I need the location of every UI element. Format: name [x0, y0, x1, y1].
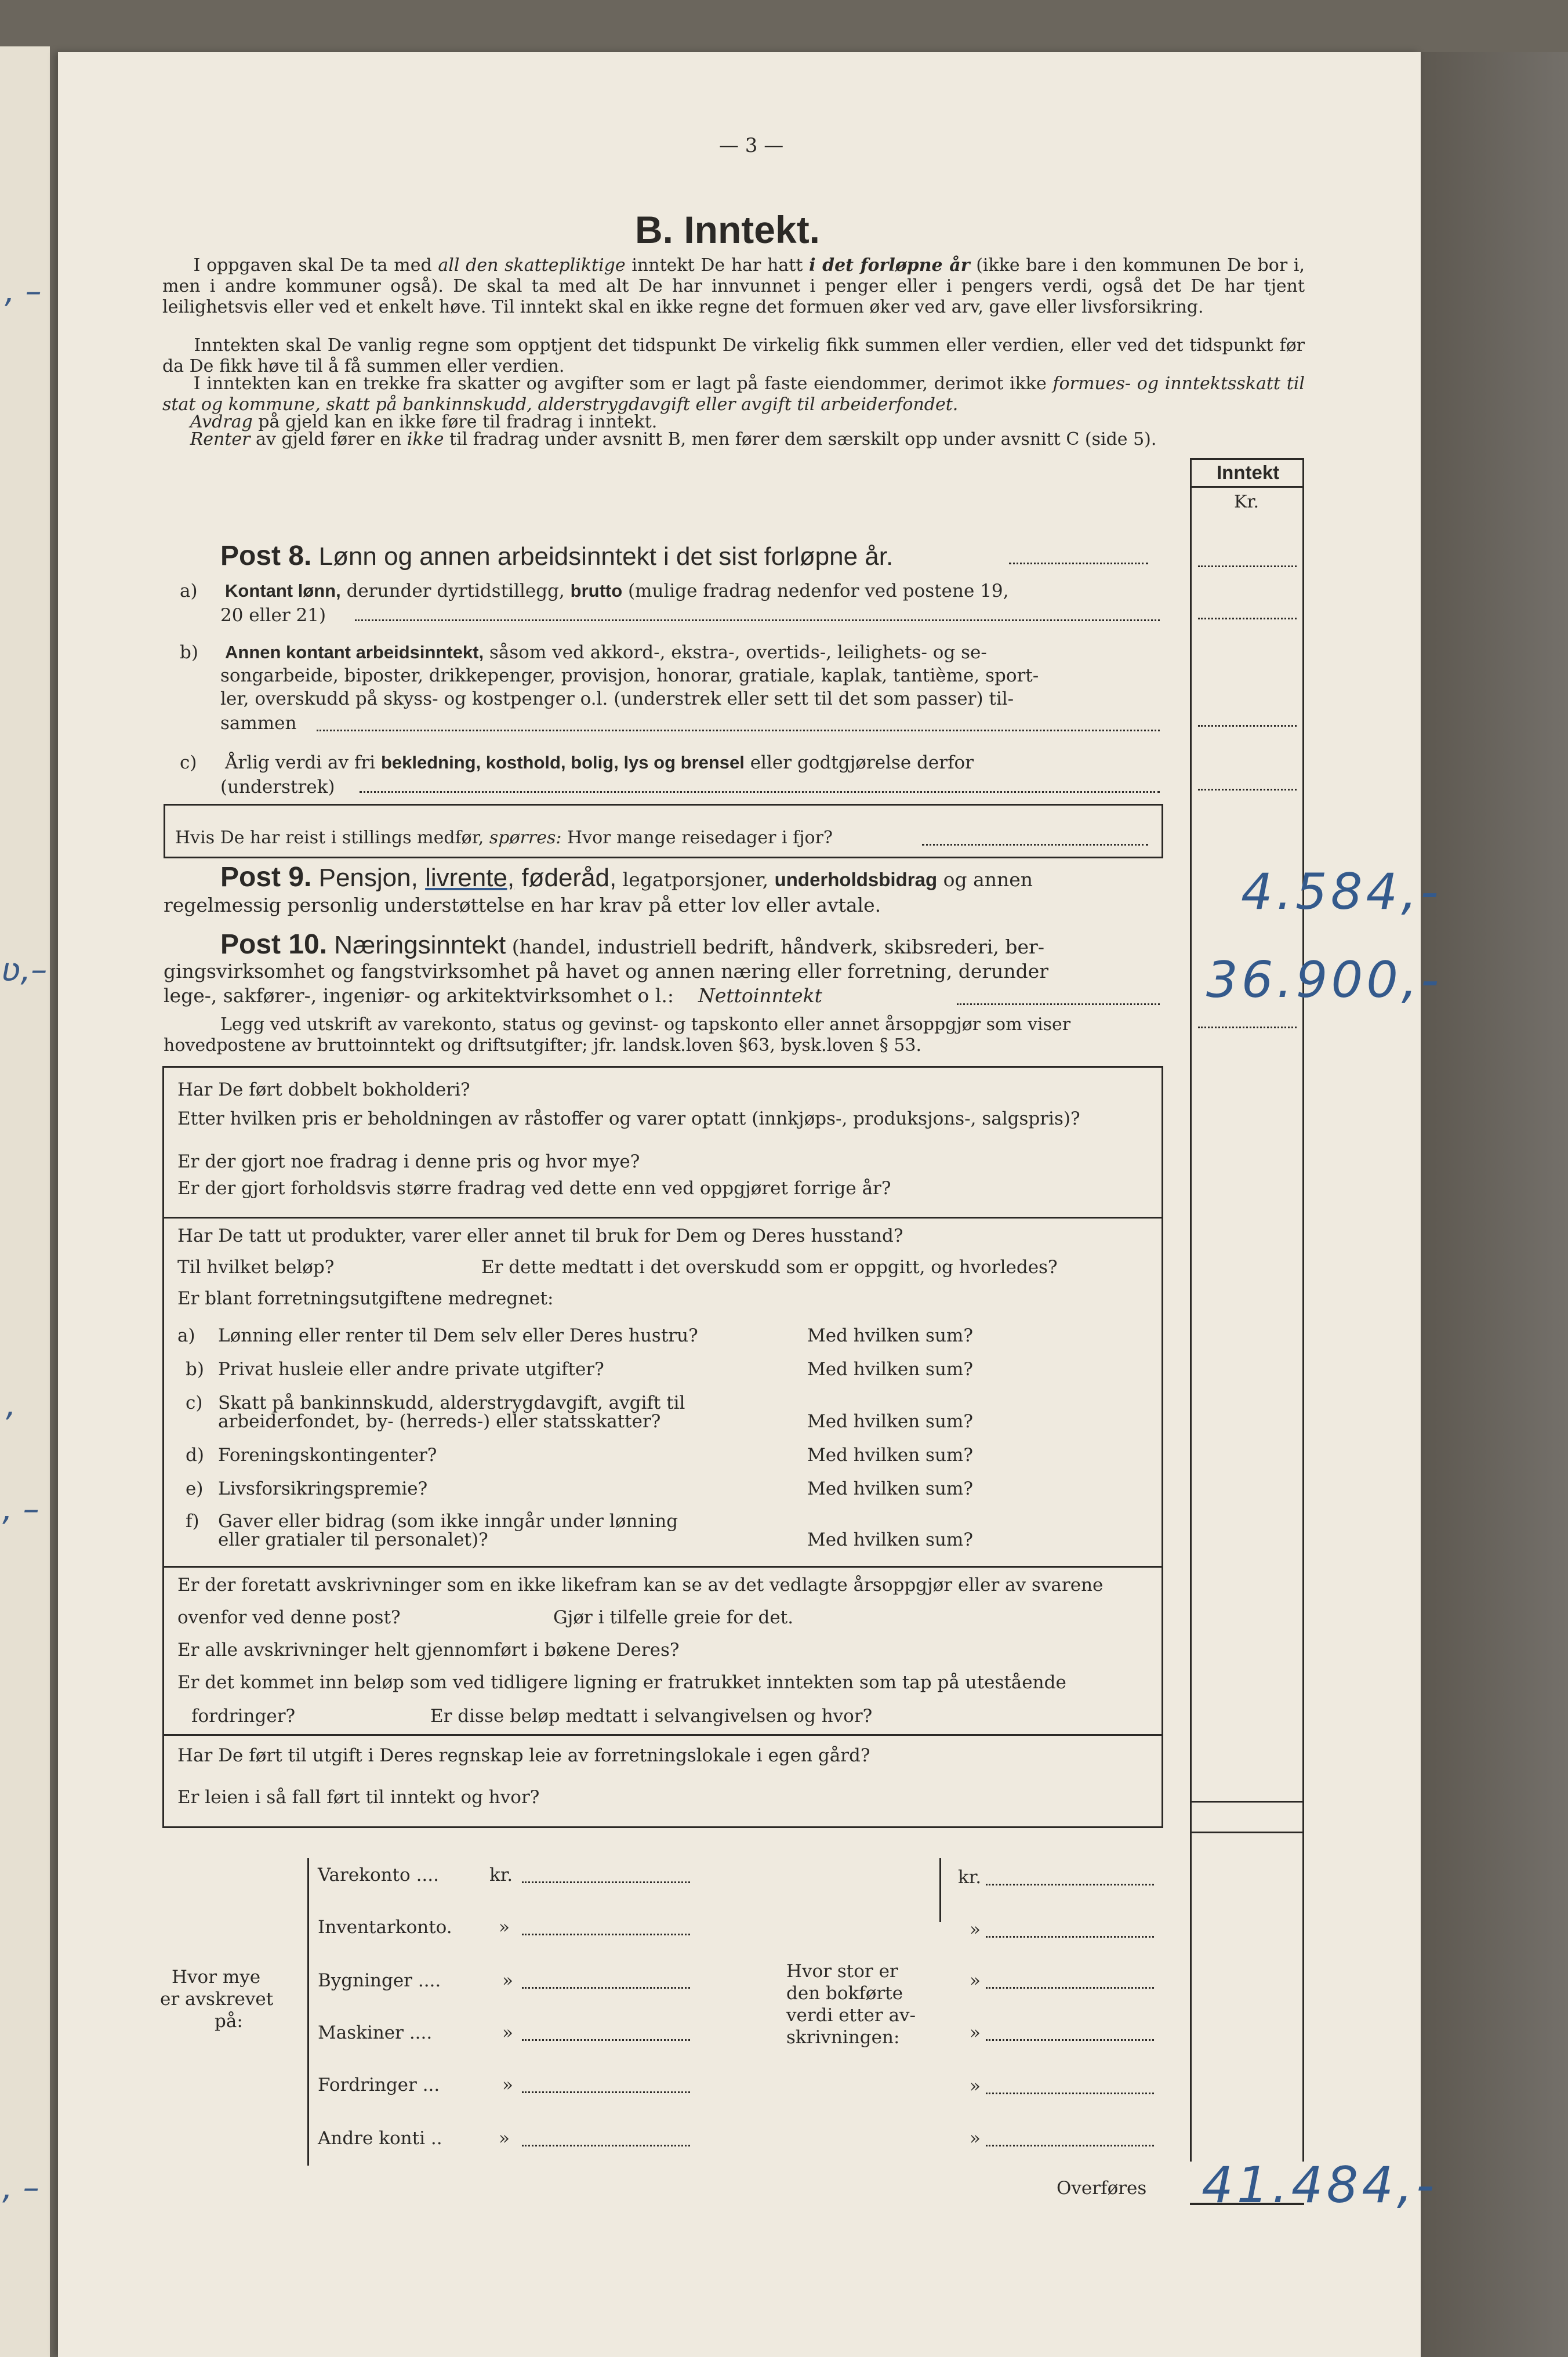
post8c-label: c)	[180, 752, 197, 773]
handwritten-post9-amount: 4.584,-	[1241, 863, 1442, 921]
depreciation-row-fordringer-ditto: »	[502, 2075, 513, 2095]
bookkeeping-question: Har De ført dobbelt bokholderi?	[177, 1079, 470, 1100]
book-value-row-bygninger-ditto: »	[970, 1970, 981, 1991]
book-value-label-4: skrivningen:	[786, 2027, 900, 2048]
margin-mark-2: ʋ,–	[1, 951, 48, 989]
post10-line2: gingsvirksomhet og fangstvirksomhet på havet og annen næring eller forretning, derunder	[164, 960, 1049, 982]
section-title: B. Inntekt.	[635, 208, 821, 251]
margin-mark-3: ,	[6, 1386, 16, 1424]
inventory-price-question: Etter hvilken pris er beholdningen av råstoffer og varer optatt (innkjøps-, produksjons-, salgspris)?	[177, 1108, 1080, 1129]
expense-a-sum: Med hvilken sum?	[807, 1325, 973, 1346]
depreciation-question-3: Er alle avskrivninger helt gjennomført i bøkene Deres?	[177, 1640, 680, 1660]
post8-heading: Post 8. Lønn og annen arbeidsinntekt i det sist forløpne år.	[220, 541, 894, 571]
depreciation-row-bygninger-ditto: »	[502, 1970, 513, 1991]
post8a-line1: Kontant lønn, derunder dyrtidstillegg, brutto (mulige fradrag nedenfor ved postene 19,	[225, 581, 1009, 601]
depreciation-question-5b: Er disse beløp medtatt i selvangivelsen og hvor?	[430, 1706, 873, 1727]
book-value-row-inventarkonto-ditto: »	[970, 1919, 981, 1940]
expenses-included-question: Er blant forretningsutgiftene medregnet:	[177, 1288, 554, 1309]
depreciation-question-2b: Gjør i tilfelle greie for det.	[553, 1607, 794, 1628]
rent-question-1: Har De ført til utgift i Deres regnskap leie av forretningslokale i egen gård?	[177, 1745, 870, 1766]
post10-line3: lege-, sakfører-, ingeniør- og arkitektvirksomhet o l.: Nettoinntekt	[164, 984, 822, 1007]
post9-heading: Post 9. Pensjon, livrente, føderåd, legatporsjoner, underholdsbidrag og annen	[220, 862, 1033, 893]
amount-column-right-rule	[1302, 458, 1304, 2162]
amount-field-8c[interactable]	[1198, 725, 1297, 727]
book-value-field-inventarkonto[interactable]	[986, 1936, 1154, 1938]
amount-column-top-rule	[1190, 458, 1304, 460]
depreciation-field-andre-konti[interactable]	[522, 2145, 690, 2146]
handwritten-post10-amount: 36.900,-	[1206, 951, 1443, 1009]
carry-forward-rule	[1190, 2203, 1304, 2205]
box-divider-3	[162, 1734, 1162, 1736]
page-number: — 3 —	[719, 134, 784, 157]
margin-mark-1: ‚ –	[5, 273, 42, 310]
book-value-row-fordringer-ditto: »	[970, 2076, 981, 2097]
depreciation-row-maskiner: Maskiner ....	[318, 2022, 433, 2043]
depreciation-row-andre-konti: Andre konti ..	[318, 2128, 442, 2149]
expense-f-text2: eller gratialer til personalet)?	[218, 1529, 488, 1550]
amount-written-off-label-2: er avskrevet	[160, 1989, 274, 2010]
expense-a-label: a)	[177, 1325, 195, 1346]
amount-column-rule-low-1	[1190, 1801, 1304, 1803]
post8c-leader	[360, 791, 1160, 793]
amount-field-8d[interactable]	[1198, 789, 1297, 790]
depreciation-row-maskiner-ditto: »	[502, 2022, 513, 2043]
next-page-edge	[1421, 52, 1568, 2357]
depreciation-field-maskiner[interactable]	[522, 2039, 690, 2041]
expense-c-text2: arbeiderfondet, by- (herreds-) eller statsskatter?	[218, 1411, 661, 1432]
travel-days-question: Hvis De har reist i stillings medfør, spørres: Hvor mange reisedager i fjor?	[175, 828, 833, 848]
expense-d-text: Foreningskontingenter?	[218, 1445, 437, 1466]
carry-forward-label: Overføres	[1057, 2178, 1147, 2199]
post8b-line3: ler, overskudd på skyss- og kostpenger o.l. (understrek eller sett til det som passer) til-	[220, 688, 1014, 709]
post10-net-income-leader	[957, 1003, 1160, 1005]
expense-e-sum: Med hvilken sum?	[807, 1478, 973, 1499]
amount-column-unit: Kr.	[1234, 492, 1259, 512]
depreciation-row-bygninger: Bygninger ....	[318, 1970, 441, 1991]
withdrawal-included-question: Er dette medtatt i det overskudd som er oppgitt, og hvorledes?	[481, 1257, 1058, 1278]
depreciation-question-1: Er der foretatt avskrivninger som en ikke likefram kan se av det vedlagte årsoppgjør eller av svarene	[177, 1575, 1104, 1595]
amount-column-header-rule	[1190, 486, 1304, 488]
post8a-leader	[355, 619, 1160, 621]
withdrawal-amount-question: Til hvilket beløp?	[177, 1257, 335, 1278]
post8b-line1: Annen kontant arbeidsinntekt, såsom ved akkord-, ekstra-, overtids-, leilighets- og se-	[225, 642, 987, 663]
book-value-field-fordringer[interactable]	[986, 2093, 1154, 2094]
book-value-field-andre-konti[interactable]	[986, 2145, 1154, 2146]
withdrawal-question: Har De tatt ut produkter, varer eller annet til bruk for Dem og Deres husstand?	[177, 1225, 903, 1246]
post9-line2: regelmessig personlig understøttelse en har krav på etter lov eller avtale.	[164, 894, 881, 916]
book-value-row-maskiner-ditto: »	[970, 2022, 981, 2043]
expense-c-sum: Med hvilken sum?	[807, 1411, 973, 1432]
box-divider-2	[162, 1566, 1162, 1568]
expense-c-text: Skatt på bankinnskudd, alderstrygdavgift, avgift til	[218, 1393, 685, 1413]
rent-question-2: Er leien i så fall ført til inntekt og hvor?	[177, 1787, 540, 1808]
depreciation-question-5a: fordringer?	[191, 1706, 296, 1727]
margin-mark-4: , –	[2, 1491, 39, 1528]
expense-f-sum: Med hvilken sum?	[807, 1529, 973, 1550]
book-value-row-varekonto-kr: kr.	[958, 1867, 982, 1888]
expense-b-sum: Med hvilken sum?	[807, 1359, 973, 1380]
amount-written-off-label-3: på:	[215, 2011, 243, 2032]
previous-page-edge	[0, 46, 50, 2357]
depreciation-row-fordringer: Fordringer ...	[318, 2075, 440, 2095]
depreciation-field-bygninger[interactable]	[522, 1987, 690, 1989]
post10-note-1: Legg ved utskrift av varekonto, status og gevinst- og tapskonto eller annet årsoppgjør som viser	[220, 1014, 1071, 1035]
post8b-label: b)	[180, 642, 198, 663]
handwritten-total: 41.484,-	[1202, 2156, 1438, 2214]
expense-e-label: e)	[186, 1478, 204, 1499]
travel-days-field[interactable]	[922, 844, 1148, 846]
depreciation-field-fordringer[interactable]	[522, 2091, 690, 2093]
depreciation-table-left-rule	[307, 1858, 309, 2166]
depreciation-row-inventarkonto-ditto: »	[499, 1917, 510, 1938]
amount-written-off-label-1: Hvor mye	[172, 1967, 261, 1988]
intro-paragraph-1: I oppgaven skal De ta med all den skattepliktige inntekt De har hatt i det forløpne år (ikke bare i den kommunen De bor i, men i andre kommuner også). De skal ta med alt De har innvunnet i penger eller i pengers verdi, også det De har tjent leilighetsvis eller ved et enkelt høve. Til inntekt skal en ikke regne det formuen øker ved arv, gave eller livsforsikring.	[162, 255, 1305, 317]
amount-field-8b[interactable]	[1198, 618, 1297, 619]
margin-mark-5: , –	[2, 2169, 39, 2207]
book-value-label-1: Hvor stor er	[786, 1961, 898, 1982]
expense-f-label: f)	[186, 1511, 199, 1532]
amount-field-10[interactable]	[1198, 1027, 1297, 1028]
amount-column-header: Inntekt	[1217, 462, 1280, 483]
post10-note-2: hovedpostene av bruttoinntekt og driftsutgifter; jfr. landsk.loven §63, bysk.loven § 53.	[164, 1035, 921, 1056]
amount-column-left-rule	[1190, 458, 1192, 2162]
depreciation-field-varekonto[interactable]	[522, 1881, 690, 1883]
post8c-line1: Årlig verdi av fri bekledning, kosthold, bolig, lys og brensel eller godtgjørelse derfor	[225, 752, 974, 773]
depreciation-question-4: Er det kommet inn beløp som ved tidligere ligning er fratrukket inntekten som tap på utestående	[177, 1672, 1066, 1693]
post8b-leader	[317, 730, 1160, 731]
depreciation-row-inventarkonto: Inventarkonto.	[318, 1917, 452, 1938]
expense-e-text: Livsforsikringspremie?	[218, 1478, 428, 1499]
expense-b-label: b)	[186, 1359, 204, 1380]
post10-heading: Post 10. Næringsinntekt (handel, industriell bedrift, håndverk, skibsrederi, ber-	[220, 929, 1044, 960]
intro-paragraph-2: Inntekten skal De vanlig regne som opptjent det tidspunkt De virkelig fikk summen eller verdien, eller ved det tidspunkt før da De fikk høve til å få summen eller verdien.	[162, 335, 1305, 376]
depreciation-field-inventarkonto[interactable]	[522, 1934, 690, 1935]
price-deduction-question: Er der gjort noe fradrag i denne pris og hvor mye?	[177, 1151, 640, 1172]
post8a-label: a)	[180, 581, 198, 601]
depreciation-row-varekonto: Varekonto ....	[318, 1865, 439, 1885]
book-value-label-3: verdi etter av-	[786, 2005, 916, 2026]
larger-deduction-question: Er der gjort forholdsvis større fradrag ved dette enn ved oppgjøret forrige år?	[177, 1178, 891, 1199]
box-divider-1	[162, 1217, 1162, 1219]
post8-heading-leader	[1009, 563, 1148, 564]
depreciation-table-right-tick	[939, 1858, 941, 1922]
amount-column-rule-low-2	[1190, 1832, 1304, 1833]
intro-paragraph-3: I inntekten kan en trekke fra skatter og avgifter som er lagt på faste eiendommer, derimot ikke formues- og inntektsskatt til stat og kommune, skatt på bankinnskudd, alderstrygdavgift eller avgift til arbeiderfondet.	[162, 374, 1305, 415]
post8b-line4: sammen	[220, 713, 297, 734]
book-value-field-maskiner[interactable]	[986, 2039, 1154, 2041]
amount-field-8a[interactable]	[1198, 565, 1297, 567]
post8b-line2: songarbeide, biposter, drikkepenger, provisjon, honorar, gratiale, kaplak, tantième, sport-	[220, 665, 1039, 686]
expense-c-label: c)	[186, 1393, 203, 1413]
expense-d-label: d)	[186, 1445, 204, 1466]
expense-d-sum: Med hvilken sum?	[807, 1445, 973, 1466]
book-value-label-2: den bokførte	[786, 1983, 903, 2004]
intro-paragraph-5: Renter av gjeld fører en ikke til fradrag under avsnitt B, men fører dem særskilt opp under avsnitt C (side 5).	[190, 429, 1157, 449]
expense-f-text: Gaver eller bidrag (som ikke inngår under lønning	[218, 1511, 678, 1532]
book-value-field-bygninger[interactable]	[986, 1987, 1154, 1989]
book-value-row-andre-konti-ditto: »	[970, 2128, 981, 2149]
depreciation-question-2a: ovenfor ved denne post?	[177, 1607, 401, 1628]
expense-b-text: Privat husleie eller andre private utgifter?	[218, 1359, 604, 1380]
depreciation-row-andre-konti-ditto: »	[499, 2128, 510, 2149]
depreciation-row-varekonto-kr: kr.	[489, 1865, 513, 1885]
post8a-line2: 20 eller 21)	[220, 605, 326, 626]
expense-a-text: Lønning eller renter til Dem selv eller Deres hustru?	[218, 1325, 698, 1346]
intro-paragraph-4: Avdrag på gjeld kan en ikke føre til fradrag i inntekt.	[190, 412, 658, 432]
post8c-line2: (understrek)	[220, 777, 335, 797]
book-value-field-varekonto[interactable]	[986, 1884, 1154, 1885]
